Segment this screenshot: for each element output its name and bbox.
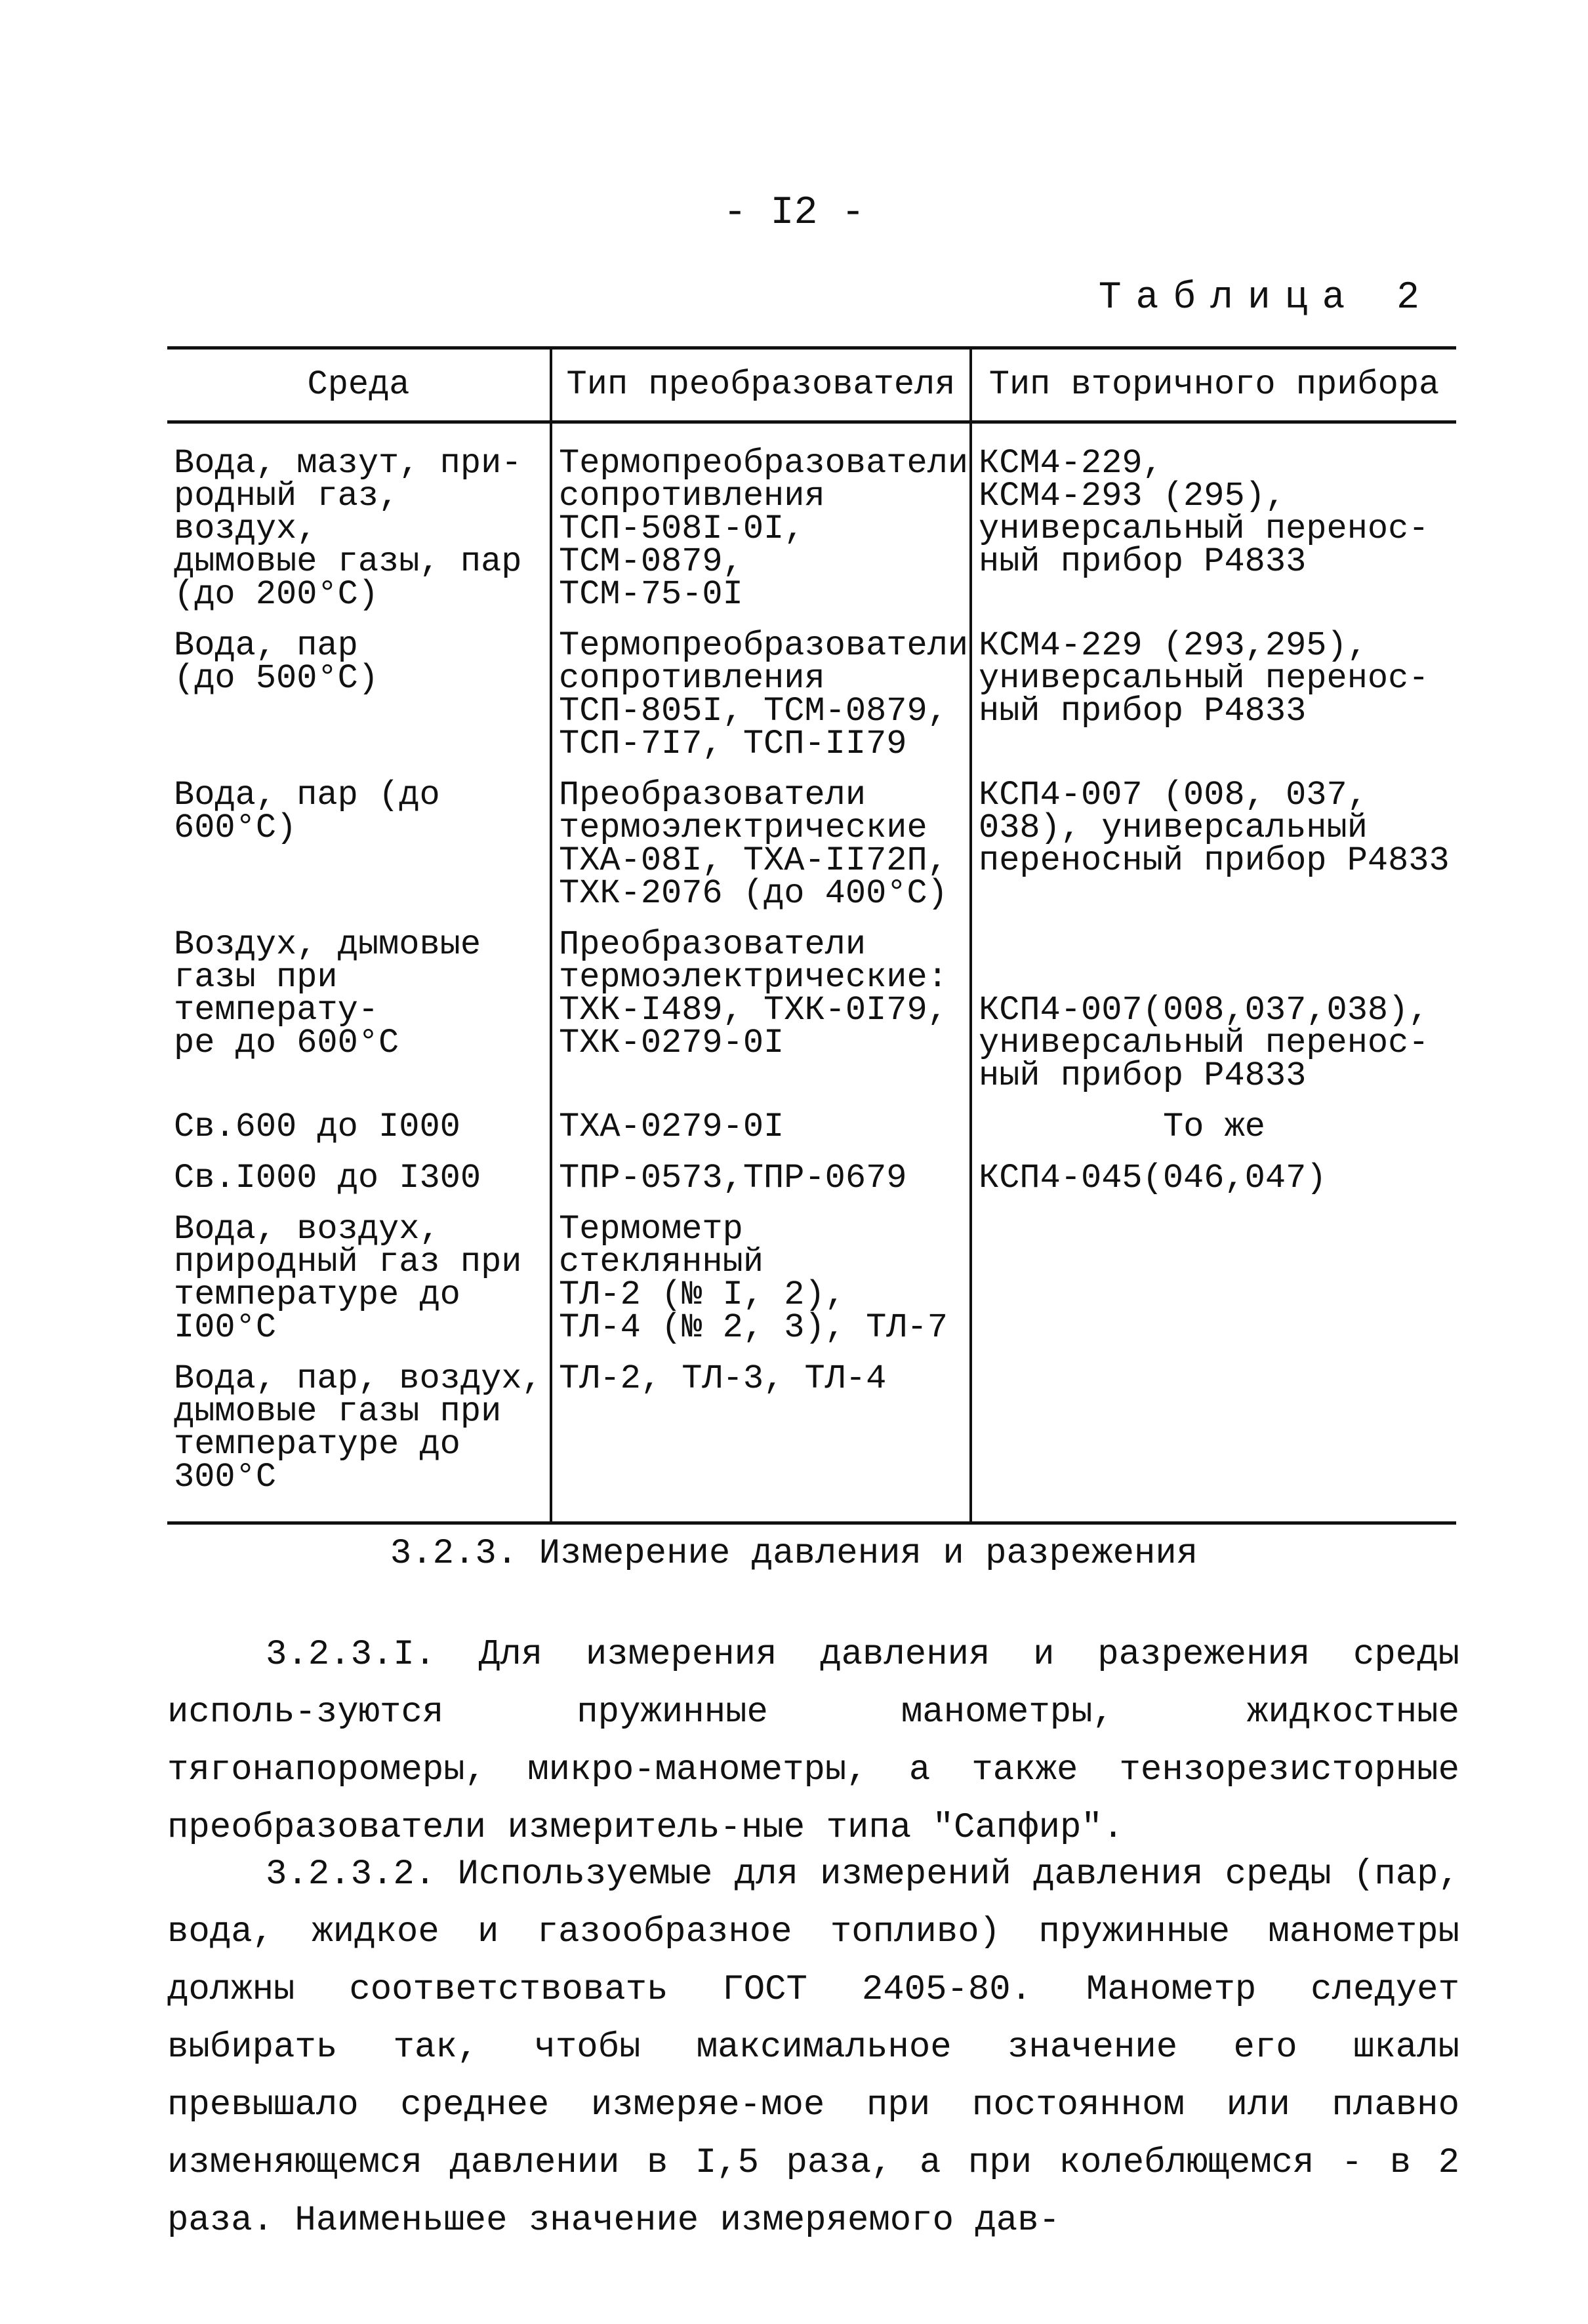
table-row	[167, 422, 1456, 626]
table-caption: Таблица 2	[1098, 277, 1434, 319]
table-row	[167, 775, 1456, 925]
table-row	[167, 1359, 1456, 1523]
cell-instrument	[971, 1209, 1456, 1359]
table-header-row	[167, 348, 1456, 422]
cell-converter: Преобразователи термоэлектрические: ТХК-I489, ТХК-0I79, ТХК-0279-0I	[551, 925, 971, 1107]
section-heading: 3.2.3. Измерение давления и разрежения	[390, 1534, 1198, 1574]
cell-converter: Термопреобразователи сопротивления ТСП-805I, ТСМ-0879, ТСП-7I7, ТСП-II79	[551, 626, 971, 775]
cell-instrument: КСП4-007 (008, 037, 038), универсальный переносный прибор Р4833	[971, 775, 1456, 925]
cell-medium: Вода, пар, воздух, дымовые газы при температуре до 300°С	[167, 1359, 551, 1523]
cell-medium: Вода, воздух, природный газ при температуре до I00°С	[174, 1210, 522, 1347]
cell-converter: Термометр стеклянный ТЛ-2 (№ I, 2), ТЛ-4 (№ 2, 3), ТЛ-7	[551, 1209, 971, 1359]
column-header-converter: Тип преобразователя	[551, 348, 971, 422]
cell-converter: ТХА-0279-0I	[551, 1107, 971, 1158]
cell-medium: Воздух, дымовые газы при температу- ре до 600°С	[174, 925, 481, 1062]
cell-medium: Св.I000 до I300	[174, 1159, 481, 1197]
paragraph-3-2-3-1: 3.2.3.I. Для измерения давления и разрежения среды исполь-зуются пружинные манометры, жидкостные тягонапоромеры, микро-манометры, а также тензорезисторные преобразователи измеритель-ные типа "Сапфир".	[167, 1635, 1459, 1848]
table-row	[167, 1107, 1456, 1158]
column-header-medium: Среда	[167, 348, 551, 422]
instruments-table	[167, 346, 1456, 1525]
cell-converter: Преобразователи термоэлектрические ТХА-08I, ТХА-II72П, ТХК-2076 (до 400°С)	[551, 775, 971, 925]
cell-instrument	[971, 1359, 1456, 1523]
cell-medium: Вода, пар (до 500°С)	[174, 626, 379, 698]
cell-converter: ТПР-0573,ТПР-0679	[551, 1158, 971, 1209]
table-row	[167, 1209, 1456, 1359]
cell-converter: ТЛ-2, ТЛ-3, ТЛ-4	[551, 1359, 971, 1523]
cell-converter: Термопреобразователи сопротивления ТСП-508I-0I, ТСМ-0879, ТСМ-75-0I	[551, 422, 971, 626]
page-number: - I2 -	[723, 191, 865, 235]
table-row	[167, 1158, 1456, 1209]
column-header-instrument: Тип вторичного прибора	[971, 348, 1456, 422]
table-row	[167, 626, 1456, 775]
paragraph-3-2-3-2: 3.2.3.2. Используемые для измерений давления среды (пар, вода, жидкое и газообразное топливо) пружинные манометры должны соответствовать ГОСТ 2405-80. Манометр следует выбирать так, чтобы максимальное значение его шкалы превышало среднее измеряе-мое при постоянном или плавно изменяющемся давлении в I,5 раза, а при колеблющемся - в 2 раза. Наименьшее значение измеряемого дав-	[167, 1854, 1459, 2241]
table-row	[167, 925, 1456, 1107]
cell-instrument: КСМ4-229 (293,295), универсальный перенос- ный прибор Р4833	[971, 626, 1456, 775]
cell-medium: Вода, мазут, при- родный газ, воздух, дымовые газы, пар (до 200°С)	[174, 444, 522, 614]
cell-instrument: КСМ4-229, КСМ4-293 (295), универсальный перенос- ный прибор Р4833	[971, 422, 1456, 626]
cell-instrument: То же	[971, 1107, 1456, 1158]
cell-medium: Св.600 до I000	[174, 1108, 460, 1146]
cell-medium: Вода, пар (до 600°С)	[174, 776, 440, 847]
cell-instrument: КСП4-007(008,037,038), универсальный перенос- ный прибор Р4833	[971, 925, 1456, 1107]
cell-instrument: КСП4-045(046,047)	[971, 1158, 1456, 1209]
